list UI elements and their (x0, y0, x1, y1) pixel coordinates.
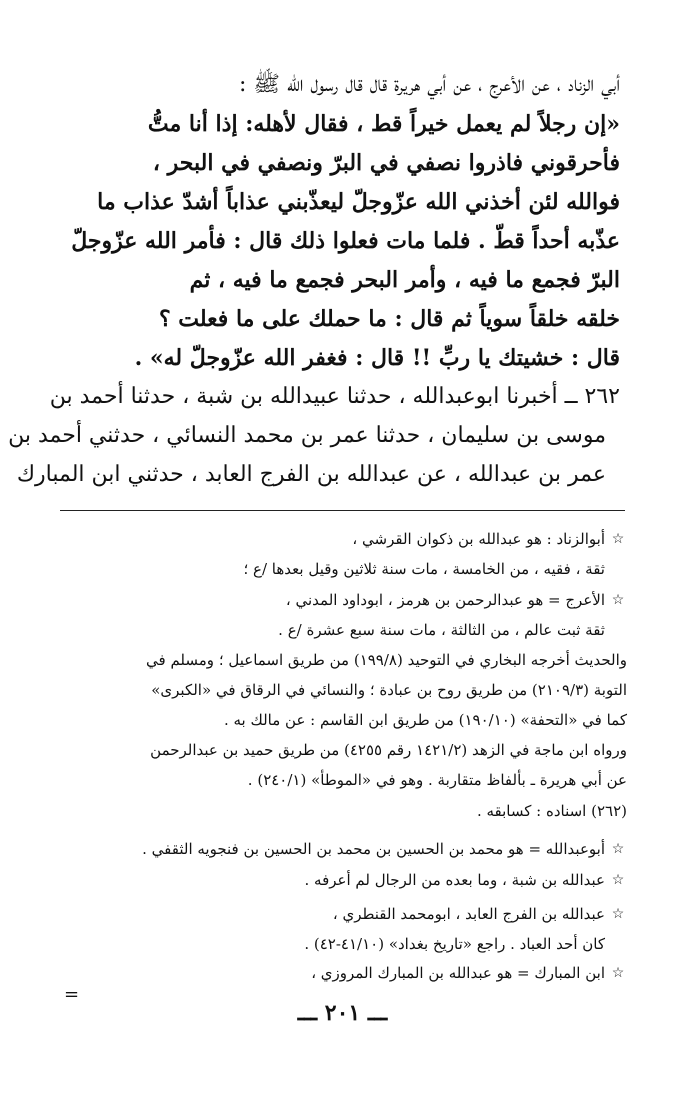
footnote-text: الأعرج = هو عبدالرحمن بن هرمز ، ابوداود المدني ، (285, 591, 605, 609)
hadith-262-line: ٢٦٢ ــ أخبرنا ابوعبدالله ، حدثنا عبيدالله بن شبة ، حدثنا أحمد بن (49, 384, 620, 409)
hadith-quote-line: خلقه خلقاً سوياً ثم قال : ما حملك على ما فعلت ؟ (158, 306, 620, 332)
hadith-quote-line: قال : خشيتك يا ربِّ !! قال : فغفر الله عزّوجلّ له» . (134, 345, 620, 371)
text-line: أبي الزناد ، عن الأعرج ، عن أبي هريرة قال قال رسول الله ﷺ : (239, 72, 620, 97)
text-line: موسى بن سليمان ، حدثنا عمر بن محمد النسائي ، حدثني أحمد بن (8, 423, 606, 448)
footnote-heading: (٢٦٢) اسناده : كسابقه . (476, 802, 627, 820)
text-line: عمر بن عبدالله ، عن عبدالله بن الفرج العابد ، حدثني ابن المبارك (16, 462, 606, 487)
footnote-text: أبوعبدالله = هو محمد بن الحسين بن محمد بن الحسين بن فنجويه الثقفي . (142, 840, 605, 858)
star-icon: ☆ (611, 965, 625, 981)
footnote-text: والحديث أخرجه البخاري في التوحيد (١٩٩/٨) من طريق اسماعيل ؛ ومسلم في (146, 651, 627, 669)
footnote-text: التوبة (٢١٠٩/٣) من طريق روح بن عبادة ؛ والنسائي في الرقاق في «الكبرى» (151, 681, 627, 699)
star-icon: ☆ (611, 531, 625, 547)
hadith-quote-line: البرّ فجمع ما فيه ، وأمر البحر فجمع ما فيه ، ثم (189, 267, 620, 293)
footnote-text: كما في «التحفة» (١٩٠/١٠) من طريق ابن القاسم : عن مالك به . (223, 711, 627, 729)
footnote-text: عبدالله بن الفرج العابد ، ابومحمد القنطري ، (332, 905, 605, 923)
footnote-text: ثقة ثبت عالم ، من الثالثة ، مات سنة سبع عشرة /ع . (278, 621, 605, 639)
star-icon: ☆ (611, 872, 625, 888)
hadith-quote-line: عذّبه أحداً قطّ . فلما مات فعلوا ذلك قال : فأمر الله عزّوجلّ (71, 228, 620, 254)
star-icon: ☆ (611, 841, 625, 857)
footnote-text: عن أبي هريرة ـ بألفاظ متقاربة . وهو في «الموطأ» (٢٤٠/١) . (247, 771, 627, 789)
page-number: ـــ ٢٠١ ـــ (297, 1000, 388, 1026)
hadith-quote-line: فوالله لئن أخذني الله عزّوجلّ ليعذّبني عذاباً أشدّ عذاب ما (97, 189, 620, 215)
footnote-text: ثقة ، فقيه ، من الخامسة ، مات سنة ثلاثين وقيل بعدها /ع ؛ (243, 560, 605, 578)
footnote-text: أبوالزناد : هو عبدالله بن ذكوان القرشي ، (352, 530, 605, 548)
footnote-text: ورواه ابن ماجة في الزهد (١٤٢١/٢ رقم ٤٢٥٥) من طريق حميد بن عبدالرحمن (150, 741, 627, 759)
continuation-mark: = (64, 984, 80, 1005)
star-icon: ☆ (611, 592, 625, 608)
footnote-text: كان أحد العباد . راجع «تاريخ بغداد» (٤١/١٠-٤٢) . (304, 935, 605, 953)
hadith-quote-line: فأحرقوني فاذروا نصفي في البرّ ونصفي في البحر ، (152, 150, 620, 176)
footnote-text: ابن المبارك = هو عبدالله بن المبارك المروزي ، (311, 964, 605, 982)
footnote-divider (60, 510, 625, 511)
footnote-text: عبدالله بن شبة ، وما بعده من الرجال لم أعرفه . (304, 871, 605, 889)
star-icon: ☆ (611, 906, 625, 922)
hadith-quote-line: «إن رجلاً لم يعمل خيراً قط ، فقال لأهله: إذا أنا متُّ (147, 111, 620, 137)
